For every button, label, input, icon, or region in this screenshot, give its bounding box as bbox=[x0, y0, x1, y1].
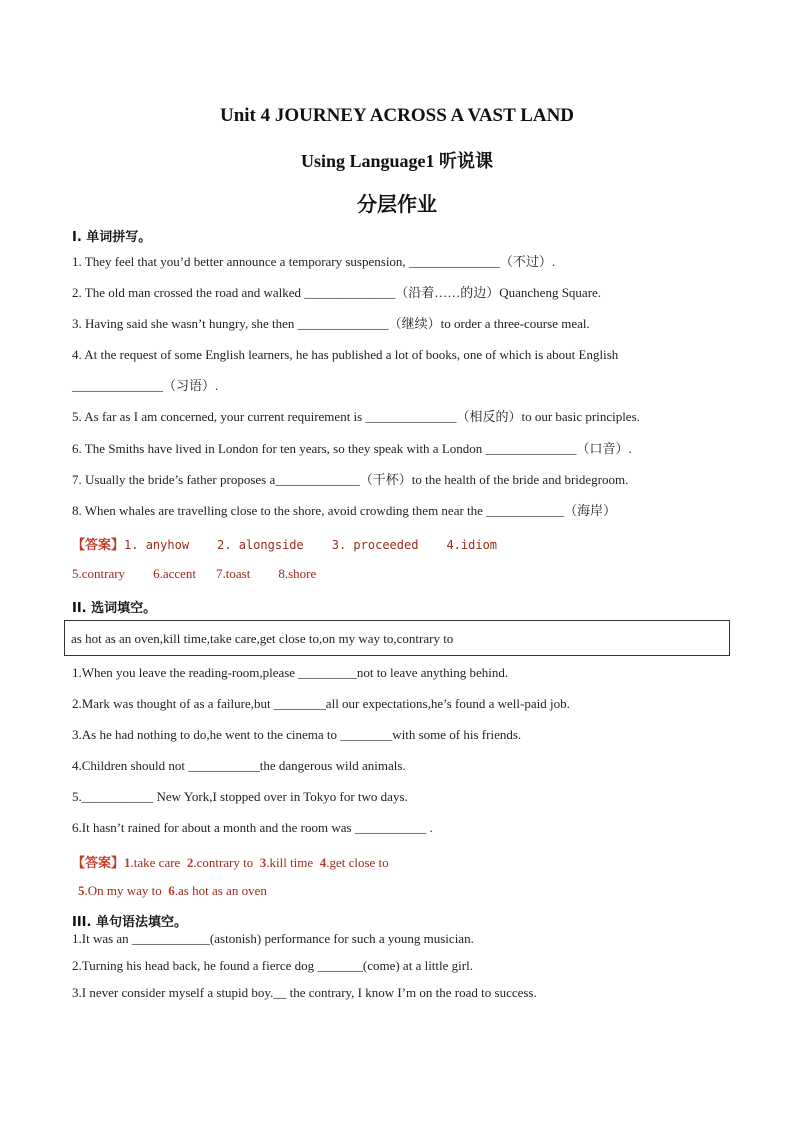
section-2-answers-line-1 bbox=[72, 852, 389, 871]
section-2-item-1: 1.When you leave the reading-room,please _________not to leave anything behind. bbox=[72, 665, 509, 680]
answer-number: 4 bbox=[319, 855, 327, 870]
section-1-item-5: 5. As far as I am concerned, your current requirement is ______________（相反的）to our basic principles. bbox=[72, 409, 640, 424]
section-1-answers-line-1 bbox=[72, 534, 497, 553]
section-1-item-1: 1. They feel that you’d better announce a temporary suspension, ______________（不过）. bbox=[72, 254, 556, 269]
section-3-item-2: 2.Turning his head back, he found a fierce dog _______(come) at a little girl. bbox=[72, 958, 473, 973]
word-bank-box bbox=[64, 620, 730, 656]
section-1-item-2: 2. The old man crossed the road and walked ______________（沿着……的边）Quancheng Square. bbox=[72, 285, 602, 300]
section-1-item-8: 8. When whales are travelling close to the shore, avoid crowding them near the ____________（海岸） bbox=[72, 503, 617, 518]
answer-number: 6 bbox=[168, 883, 175, 898]
section-2-answers-line-2 bbox=[78, 883, 267, 899]
answer: .as hot as an oven bbox=[174, 883, 267, 898]
section-1-answers-line-2 bbox=[72, 566, 316, 582]
answer: .take care bbox=[130, 855, 181, 870]
answer: 6.accent bbox=[153, 566, 197, 581]
section-3-item-1: 1.It was an ____________(astonish) performance for such a young musician. bbox=[72, 931, 474, 946]
section-2-item-4: 4.Children should not ___________the dangerous wild animals. bbox=[72, 758, 406, 773]
section-3-item-3: 3.I never consider myself a stupid boy.__ the contrary, I know I’m on the road to success. bbox=[72, 985, 537, 1000]
answer-number: 5 bbox=[78, 883, 85, 898]
unit-title: Unit 4 JOURNEY ACROSS A VAST LAND bbox=[219, 105, 575, 126]
section-2-item-6: 6.It hasn’t rained for about a month and the room was ___________ . bbox=[72, 820, 433, 835]
section-2-item-5: 5.___________ New York,I stopped over in Tokyo for two days. bbox=[72, 789, 408, 804]
section-1-item-4: 4. At the request of some English learners, he has published a lot of books, one of which is about English bbox=[72, 347, 619, 362]
answer-tag: 【答案】 bbox=[72, 538, 125, 553]
answer: 8.shore bbox=[278, 566, 317, 581]
section-1-heading: Ⅰ. 单词拼写。 bbox=[72, 230, 152, 245]
homework-title: 分层作业 bbox=[357, 192, 437, 216]
answer: 1. anyhow bbox=[124, 538, 190, 552]
answer: 4.idiom bbox=[446, 538, 498, 552]
answer: 5.contrary bbox=[72, 566, 126, 581]
section-1-item-7: 7. Usually the bride’s father proposes a_____________（干杯）to the health of the bride and bridegroom. bbox=[72, 472, 629, 487]
answer: .kill time bbox=[266, 855, 314, 870]
section-2-item-2: 2.Mark was thought of as a failure,but ________all our expectations,he’s found a well-paid job. bbox=[72, 696, 570, 711]
section-2-item-3: 3.As he had nothing to do,he went to the cinema to ________with some of his friends. bbox=[72, 727, 522, 742]
answer: .get close to bbox=[326, 855, 389, 870]
answer: 7.toast bbox=[216, 566, 251, 581]
answer: 3. proceeded bbox=[331, 538, 419, 552]
section-2-heading: II. 选词填空。 bbox=[72, 601, 157, 616]
section-1-item-6: 6. The Smiths have lived in London for ten years, so they speak with a London ______________（口音）. bbox=[72, 441, 632, 456]
section-1-item-4-cont: ______________（习语）. bbox=[72, 378, 219, 393]
answer-number: 3 bbox=[259, 855, 267, 870]
answer-number: 1 bbox=[124, 855, 131, 870]
answer: .On my way to bbox=[84, 883, 162, 898]
section-1-item-3: 3. Having said she wasn’t hungry, she then ______________（继续）to order a three-course meal. bbox=[72, 316, 590, 331]
answer: .contrary to bbox=[193, 855, 254, 870]
word-bank-text: as hot as an oven,kill time,take care,get close to,on my way to,contrary to bbox=[71, 631, 454, 646]
lesson-title: Using Language1 听说课 bbox=[300, 151, 494, 171]
section-3-heading: III. 单句语法填空。 bbox=[72, 915, 187, 930]
answer-number: 2 bbox=[186, 855, 194, 870]
answer: 2. alongside bbox=[217, 538, 304, 552]
answer-tag: 【答案】 bbox=[72, 856, 125, 871]
